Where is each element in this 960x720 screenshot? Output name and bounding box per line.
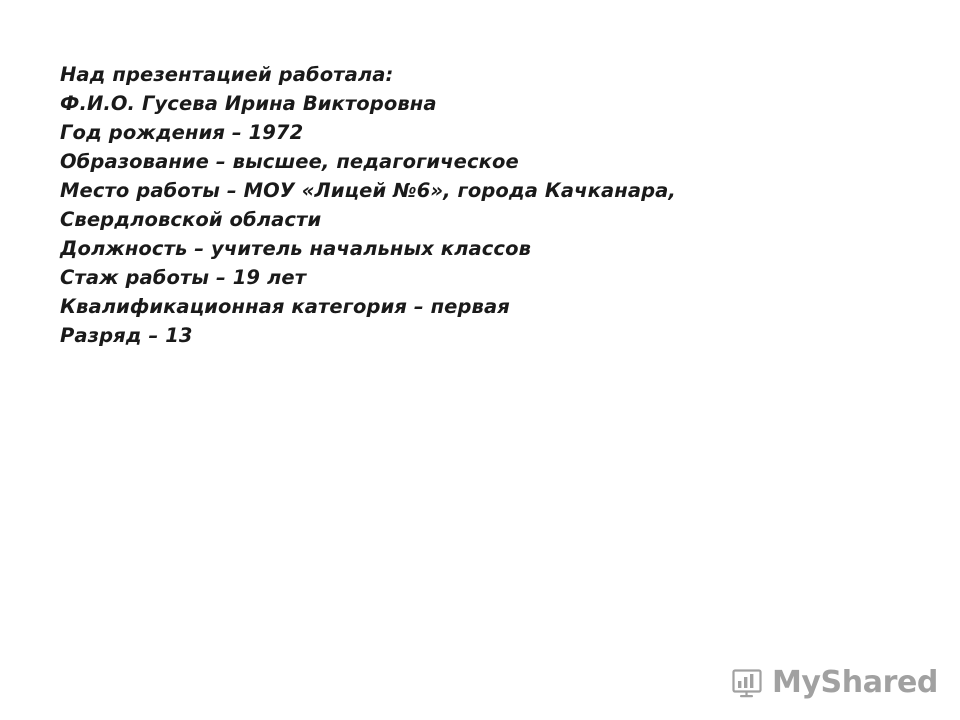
watermark-label: MyShared xyxy=(771,665,938,700)
text-line-8: Стаж работы – 19 лет xyxy=(60,266,307,289)
presentation-chart-icon xyxy=(731,667,763,699)
text-line-1: Над презентацией работала: xyxy=(60,63,394,86)
text-line-2: Ф.И.О. Гусева Ирина Викторовна xyxy=(60,92,437,115)
text-line-5: Место работы – МОУ «Лицей №6», города Качканара, xyxy=(60,179,676,202)
myshared-watermark xyxy=(731,665,938,700)
text-line-6: Свердловской области xyxy=(60,208,322,231)
text-line-10: Разряд – 13 xyxy=(60,324,193,347)
text-line-7: Должность – учитель начальных классов xyxy=(60,237,532,260)
presentation-author-text-block xyxy=(60,60,890,350)
text-line-3: Год рождения – 1972 xyxy=(60,121,304,144)
text-line-9: Квалификационная категория – первая xyxy=(60,295,510,318)
text-line-4: Образование – высшее, педагогическое xyxy=(60,150,519,173)
